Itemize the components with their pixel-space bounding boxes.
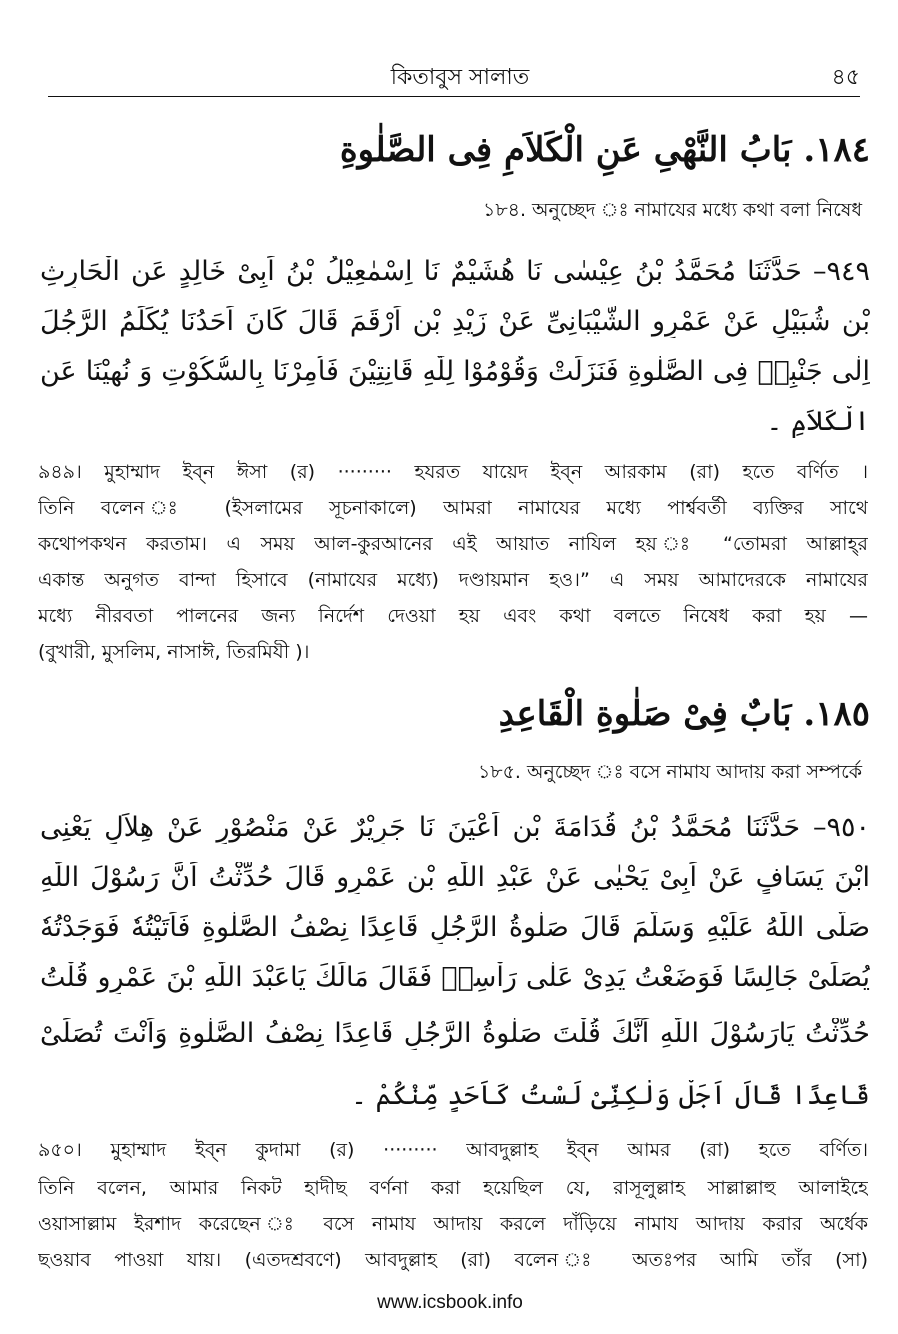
chapter-184-heading-arabic: ١٨٤. بَابُ النَّهْىِ عَنِ الْكَلاَمِ فِى الصَّلٰوةِ <box>339 130 870 170</box>
chapter-185-heading-arabic: ١٨٥. بَابٌ فِىْ صَلٰوةِ الْقَاعِدِ <box>498 694 870 734</box>
hadith-949-arabic-line-4: الْكَلاَمِ ۔ <box>766 406 870 437</box>
hadith-950-translation-line-1: ৯৫০। মুহাম্মাদ ইব্‌ন কুদামা (র) ········· আবদুল্লাহ ইব্‌ন আমর (রা) হতে বর্ণিত। <box>38 1139 868 1161</box>
header-divider <box>48 96 860 97</box>
hadith-949-arabic-line-1: ٩٤٩– حَدَّثَنَا مُحَمَّدُ بْنُ عِيْسٰى نَا هُشَيْمٌ نَا اِسْمٰعِيْلُ بْنُ اَبِىْ خَالِدٍ عَنِ الْحَارِثِ <box>40 256 870 287</box>
hadith-949-translation-line-5: মধ্যে নীরবতা পালনের জন্য নির্দেশ দেওয়া হয় এবং কথা বলতে নিষেধ করা হয় — <box>38 605 868 627</box>
chapter-184-heading-bengali: ১৮৪. অনুচ্ছেদ ঃ নামাযের মধ্যে কথা বলা নিষেধ <box>482 199 862 221</box>
chapter-185-heading-bengali: ১৮৫. অনুচ্ছেদ ঃ বসে নামায আদায় করা সম্পর্কে <box>477 761 862 783</box>
hadith-949-translation-line-1: ৯৪৯। মুহাম্মাদ ইব্‌ন ঈসা (র) ········· হযরত যায়েদ ইব্‌ন আরকাম (রা) হতে বর্ণিত । <box>38 461 868 483</box>
hadith-950-translation-line-3: ওয়াসাল্লাম ইরশাদ করেছেন ঃ বসে নামায আদায় করলে দাঁড়িয়ে নামায আদায় করার অর্ধেক <box>38 1213 868 1235</box>
hadith-950-translation-line-2: তিনি বলেন, আমার নিকট হাদীছ বর্ণনা করা হয়েছিল যে, রাসূলুল্লাহ সাল্লাল্লাহু আলাইহে <box>38 1177 868 1199</box>
hadith-949-arabic-line-3: اِلٰى جَنْبِهٖ فِى الصَّلٰوةِ فَنَزَلَتْ وَقُوْمُوْا لِلّٰهِ قَانِتِيْنَ فَاُمِرْنَا بِالسُّكُوْتِ وَ نُهِيْنَا عَنِ <box>40 356 870 387</box>
hadith-949-translation-line-3: কথোপকথন করতাম। এ সময় আল-কুরআনের এই আয়াত নাযিল হয় ঃ “তোমরা আল্লাহ্‌র <box>38 533 868 555</box>
hadith-949-translation-line-4: একান্ত অনুগত বান্দা হিসাবে (নামাযের মধ্যে) দণ্ডায়মান হও।” এ সময় আমাদেরকে নামাযের <box>38 569 868 591</box>
hadith-950-arabic-line-5: حُدِّثْتُ يَارَسُوْلَ اللّٰهِ اَنَّكَ قُلْتَ صَلٰوةُ الرَّجُلِ قَاعِدًا نِصْفُ الصَّلٰوةِ وَاَنْتَ تُصَلِّىْ <box>40 1018 870 1049</box>
hadith-950-arabic-line-4: يُصَلِّىْ جَالِسًا فَوَضَعْتُ يَدِىْ عَلٰى رَاْسِهٖ فَقَالَ مَالَكَ يَاعَبْدَ اللّٰهِ بْنَ عَمْرٍو قُلْتُ <box>40 962 870 993</box>
page-number: ৪৫ <box>831 65 860 90</box>
hadith-949-translation-line-2: তিনি বলেন ঃ (ইসলামের সূচনাকালে) আমরা নামাযের মধ্যে পার্শ্ববর্তী ব্যক্তির সাথে <box>38 497 868 519</box>
page-header-title: কিতাবুস সালাত <box>390 65 530 90</box>
hadith-950-arabic-line-3: صَلَّى اللّٰهُ عَلَيْهِ وَسَلَّمَ قَالَ صَلٰوةُ الرَّجُلِ قَاعِدًا نِصْفُ الصَّلٰوةِ فَاَتَيْتُهٗ فَوَجَدْتُهٗ <box>40 912 870 943</box>
hadith-950-arabic-line-1: ٩٥٠– حَدَّثَنَا مُحَمَّدُ بْنُ قُدَامَةَ بْنِ اَعْيَنَ نَا جَرِيْرٌ عَنْ مَنْصُوْرٍ عَنْ هِلاَلٍ يَعْنِى <box>40 812 870 843</box>
hadith-950-arabic-line-6: قَاعِدًا قَالَ اَجَلْ وَلٰكِنِّىْ لَسْتُ كَاَحَدٍ مِّنْكُمْ ۔ <box>351 1080 870 1111</box>
hadith-949-arabic-line-2: بْنِ شُبَيْلٍ عَنْ عَمْرٍو الشَّيْبَانِىِّ عَنْ زَيْدِ بْنِ اَرْقَمَ قَالَ كَانَ اَحَدُنَا يُكَلِّمُ الرَّجُلَ <box>40 306 870 337</box>
hadith-950-translation-line-4: ছওয়াব পাওয়া যায়। (এতদশ্রবণে) আবদুল্লাহ (রা) বলেন ঃ অতঃপর আমি তাঁর (সা) <box>38 1249 868 1271</box>
hadith-950-arabic-line-2: ابْنَ يَسَافٍ عَنْ اَبِىْ يَحْيٰى عَنْ عَبْدِ اللّٰهِ بْنِ عَمْرٍو قَالَ حُدِّثْتُ اَنَّ رَسُوْلَ اللّٰهِ <box>40 862 870 893</box>
hadith-949-translation-line-6: (বুখারী, মুসলিম, নাসাঈ, তিরমিযী )। <box>38 641 310 663</box>
footer-website-url: www.icsbook.info <box>377 1292 523 1313</box>
